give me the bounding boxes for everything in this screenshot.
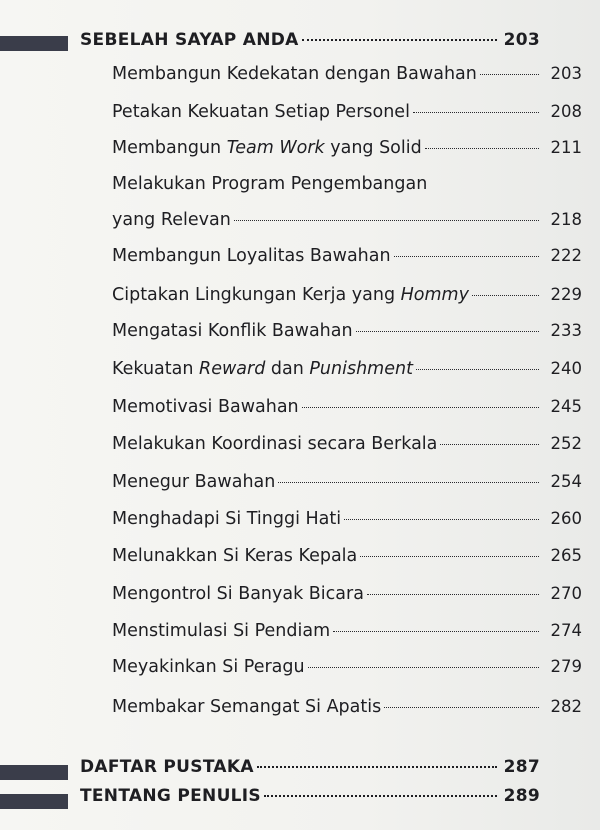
section-marker-bar [0,36,68,51]
toc-entry [112,210,582,230]
entry-title-italic: Punishment [309,359,413,379]
entry-title-italic: Reward [199,359,266,379]
leader-dots [472,294,539,296]
entry-title-part: yang Solid [324,138,422,158]
leader-dots [308,666,539,668]
leader-dots [425,147,539,149]
page-number: 265 [550,546,582,565]
toc-entry [112,657,582,677]
toc-entry [112,472,582,492]
leader-dots [416,368,539,370]
entry-title: Menghadapi Si Tinggi Hati [112,509,342,529]
entry-title [112,359,413,379]
leader-dots [480,73,539,75]
entry-title-part: dan [265,359,310,379]
toc-entry [112,584,582,604]
toc-entry [112,509,582,529]
page-number: 274 [550,621,582,640]
section-marker-bar [0,794,68,809]
entry-title: Menstimulasi Si Pendiam [112,621,331,641]
section-marker-bar [0,765,68,780]
entry-title: Melakukan Koordinasi secara Berkala [112,434,438,454]
leader-dots [356,330,539,332]
entry-title: Memotivasi Bawahan [112,397,299,417]
entry-title: Menegur Bawahan [112,472,276,492]
toc-entry [112,359,582,379]
toc-entry [112,285,582,305]
page-number: 282 [550,697,582,716]
entry-title: Membakar Semangat Si Apatis [112,697,382,717]
page-number: 222 [550,246,582,265]
entry-title-part: Kekuatan [112,359,200,379]
page-number: 245 [550,397,582,416]
leader-dots [234,219,539,221]
page-number: 287 [503,757,540,777]
entry-title: Membangun Loyalitas Bawahan [112,246,391,266]
entry-title: Petakan Kekuatan Setiap Personel [112,102,410,122]
page-number: 240 [550,359,582,378]
page-number: 203 [550,64,582,83]
entry-title: Mengontrol Si Banyak Bicara [112,584,364,604]
page-number: 233 [550,321,582,340]
toc-entry [112,246,582,266]
entry-title: Meyakinkan Si Peragu [112,657,305,677]
page-number: 203 [503,30,540,50]
entry-title: yang Relevan [112,210,231,230]
entry-title-italic: Team Work [226,138,325,158]
page-number: 289 [503,786,540,806]
page-number: 254 [550,472,582,491]
leader-dots [344,518,539,520]
leader-dots [413,111,539,113]
section-title: DAFTAR PUSTAKA [80,757,254,777]
leader-dots [360,555,539,557]
entry-title [112,285,469,305]
toc-entry [112,621,582,641]
toc-entry [112,321,582,341]
toc-entry [112,64,582,84]
entry-title-line: Melakukan Program Pengembangan [112,174,428,194]
toc-section [80,786,540,806]
leader-dots [367,593,539,595]
entry-title: Mengatasi Konflik Bawahan [112,321,353,341]
toc-section [80,30,540,50]
section-title: SEBELAH SAYAP ANDA [80,30,299,50]
leader-dots [384,706,539,708]
leader-dots [302,406,539,408]
entry-title-part: Ciptakan Lingkungan Kerja yang [112,285,401,305]
page-number: 229 [550,285,582,304]
toc-entry [112,102,582,122]
leader-dots [257,765,497,768]
page-number: 260 [550,509,582,528]
leader-dots [264,794,497,797]
leader-dots [278,481,539,483]
section-title: TENTANG PENULIS [80,786,261,806]
entry-title: Membangun Kedekatan dengan Bawahan [112,64,477,84]
leader-dots [333,630,539,632]
entry-title: Melunakkan Si Keras Kepala [112,546,358,566]
toc-entry [112,397,582,417]
page-number: 279 [550,657,582,676]
page-number: 208 [550,102,582,121]
page-number: 211 [550,138,582,157]
toc-entry [112,697,582,717]
page-number: 270 [550,584,582,603]
toc-entry [112,434,582,454]
toc-entry [112,138,582,158]
toc-section [80,757,540,777]
leader-dots [394,255,539,257]
page-number: 218 [550,210,582,229]
leader-dots [302,38,497,41]
entry-title-part: Membangun [112,138,227,158]
page-number: 252 [550,434,582,453]
entry-title-italic: Hommy [400,285,469,305]
leader-dots [440,443,539,445]
entry-title [112,138,422,158]
toc-entry [112,546,582,566]
